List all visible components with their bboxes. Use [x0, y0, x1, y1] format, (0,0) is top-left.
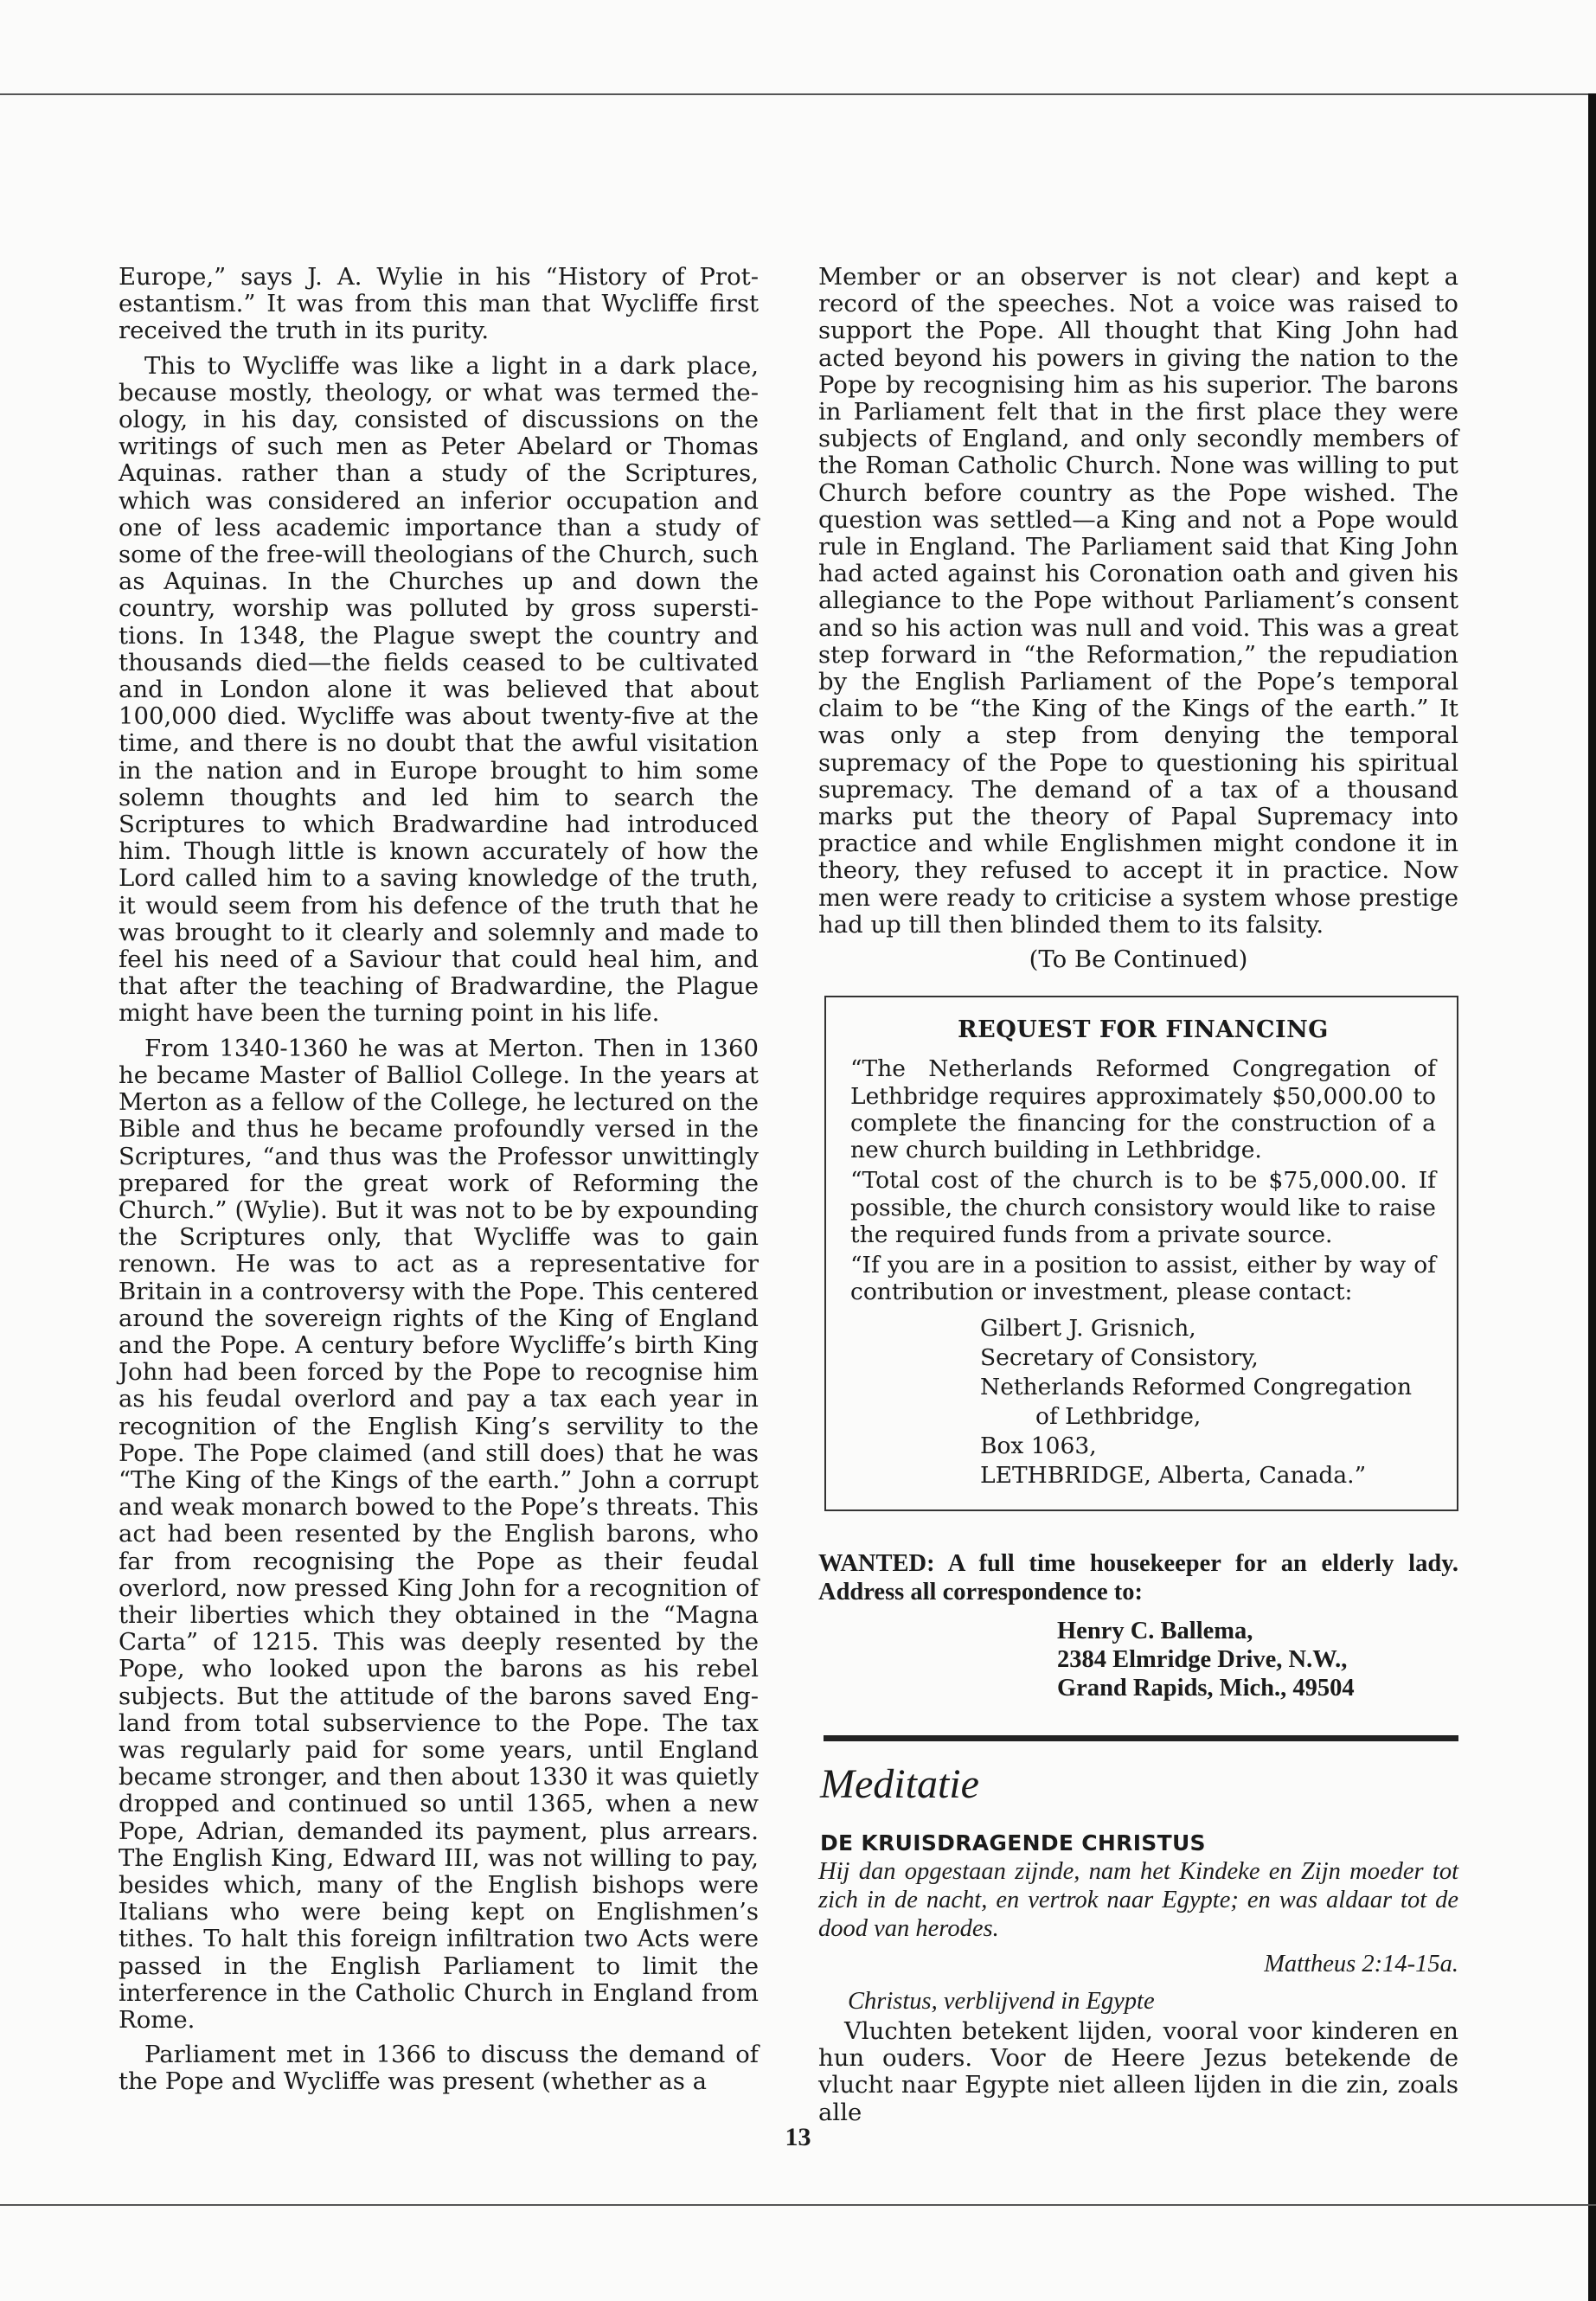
top-rule — [0, 93, 1596, 95]
right-column — [818, 264, 1458, 2134]
meditation-subheading: Christus, verblijvend in Egypte — [848, 1987, 1155, 2015]
contact-address — [980, 1314, 1436, 1490]
address-line: Box 1063, — [980, 1433, 1097, 1460]
address-line: Grand Rapids, Mich., 49504 — [1057, 1675, 1355, 1702]
meditation-heading: DE KRUISDRAGENDE CHRISTUS — [820, 1830, 1206, 1856]
notice-paragraph: “Total cost of the church is to be $75,000.00. If possible, the church consistory would like to raise the required funds from a private source. — [850, 1167, 1436, 1248]
continued-note: (To Be Continued) — [1029, 945, 1248, 974]
address-line: Netherlands Reformed Congregation — [980, 1374, 1413, 1401]
scripture-quote: Hij dan opgestaan zijnde, nam het Kindeke en Zijn moeder tot zich in de nacht, en vertrok naar Egypte; en was aldaar tot de dood van herodes. — [818, 1857, 1458, 1942]
page-number: 13 — [785, 2123, 811, 2151]
wanted-address — [1057, 1617, 1458, 1702]
address-line: 2384 Elmridge Drive, N.W., — [1057, 1646, 1348, 1674]
address-line: Henry C. Ballema, — [1057, 1618, 1253, 1645]
notice-paragraph: “The Netherlands Reformed Congregation of Lethbridge requires approximately $50,000.00 to complete the financing for the construction of a new church building in Lethbridge. — [850, 1055, 1436, 1164]
article-paragraph: This to Wycliffe was like a light in a dark place, because mostly, theology, or what was termed theology, in his day, consisted of discussions on the writings of such men as Peter Abelard or Thomas Aquinas. rather than a study of the Scriptures, which was considered an inferior occupation and one of less academic importance than a study of some of the free-will theologians of the Church, such as Aquinas. In the Churches up and down the country, worship was polluted by gross superstitions. In 1348, the Plague swept the country and thousands died—the fields ceased to be cultivated and in London alone it was believed that about 100,000 died. Wycliffe was about twenty-five at the time, and there is no doubt that the awful visitation in the nation and in Europe brought to him some solemn thoughts and led him to search the Scriptures to which Bradwardine had introduced him. Though little is known accurately of how the Lord called him to a saving knowledge of the truth, it would seem from his defence of the truth that he was brought to it clearly and solemnly and made to feel his need of a Saviour that could heal him, and that after the teaching of Bradwardine, the Plague might have been the turning point in his life. — [119, 351, 759, 1028]
article-paragraph: Parliament met in 1366 to discuss the demand of the Pope and Wycliffe was present (whether as a — [119, 2041, 759, 2096]
address-line: Secretary of Consistory, — [980, 1344, 1259, 1372]
article-paragraph: Europe,” says J. A. Wylie in his “History of Protestantism.” It was from this man that Wycliffe first received the truth in its purity. — [119, 263, 759, 345]
notice-paragraph: “If you are in a position to assist, either by way of contribution or investment, please contact: — [850, 1251, 1436, 1306]
address-line: Gilbert J. Grisnich, — [980, 1315, 1196, 1343]
financing-notice-box — [824, 996, 1458, 1511]
section-divider — [824, 1735, 1458, 1741]
page-edge — [1588, 93, 1596, 2301]
address-line: LETHBRIDGE, Alberta, Canada.” — [980, 1462, 1367, 1490]
article-paragraph: From 1340-1360 he was at Merton. Then in 1360 he became Master of Balliol College. In the years at Merton as a fellow of the College, he lectured on the Bible and thus he became profoundly versed in the Scriptures, “and thus was the Professor unwittingly prepared for the great work of Reforming the Church.” (Wylie). But it was not to be by expounding the Scriptures only, that Wycliffe was to gain renown. He was to act as a representative for Britain in a controversy with the Pope. This centered around the sovereign rights of the King of England and the Pope. A century before Wycliffe’s birth King John had been forced by the Pope to recognise him as his feudal overlord and pay a tax each year in recognition of the English King’s servility to the Pope. The Pope claimed (and still does) that he was “The King of the Kings of the earth.” John a corrupt and weak monarch bowed to the Pope’s threats. This act had been resented by the English barons, who far from recognising the Pope as their feudal overlord, now pressed King John for a recognition of their liberties which they obtained in the “Magna Carta” of 1215. This was deeply resented by the Pope, who looked upon the barons as his rebel subjects. But the attitude of the barons saved England from total subservience to the Pope. The tax was regularly paid for some years, until England became stronger, and then about 1330 it was quietly dropped and continued so until 1365, when a new Pope, Adrian, demanded its payment, plus arrears. The English King, Edward III, was not willing to pay, besides which, many of the English bishops were Italians who were being kept on Englishmen’s tithes. To halt this foreign infiltration two Acts were passed in the English Parliament to limit the interference in the Catholic Church in England from Rome. — [119, 1034, 759, 2034]
wanted-text: WANTED: A full time housekeeper for an elderly lady. Address all correspondence to: — [818, 1550, 1458, 1606]
wanted-ad — [818, 1549, 1458, 1702]
notice-title: REQUEST FOR FINANCING — [958, 1016, 1329, 1044]
address-line: of Lethbridge, — [1035, 1403, 1202, 1431]
scripture-reference: Mattheus 2:14-15a. — [1264, 1950, 1458, 1977]
bottom-rule — [0, 2204, 1596, 2206]
article-paragraph: Member or an observer is not clear) and kept a record of the speeches. Not a voice was raised to support the Pope. All thought that King John had acted beyond his powers in giving the nation to the Pope by recognising him as his superior. The barons in Parliament felt that in the first place they were subjects of England, and only secondly members of the Roman Catholic Church. None was willing to put Church before country as the Pope wished. The question was settled—a King and not a Pope would rule in England. The Parliament said that King John had acted against his Coronation oath and given his allegiance to the Pope without Parliament’s consent and so his action was null and void. This was a great step forward in “the Reformation,” the repudiation by the English Parliament of the Pope’s temporal claim to be “the King of the Kings of the earth.” It was only a step from denying the temporal supremacy of the Pope to questioning his spiritual supremacy. The demand of a tax of a thousand marks put the theory of Papal Supremacy into practice and while Englishmen might condone it in theory, they refused to accept it in practice. Now men were ready to criticise a system whose prestige had up till then blinded them to its falsity. — [818, 263, 1458, 939]
meditation-paragraph: Vluchten betekent lijden, vooral voor kinderen en hun ouders. Voor de Heere Jezus betekende de vlucht naar Egypte niet alleen lijden in die zin, zoals alle — [818, 2016, 1458, 2126]
left-column — [119, 264, 759, 2104]
meditation-section-title: Meditatie — [820, 1761, 979, 1808]
